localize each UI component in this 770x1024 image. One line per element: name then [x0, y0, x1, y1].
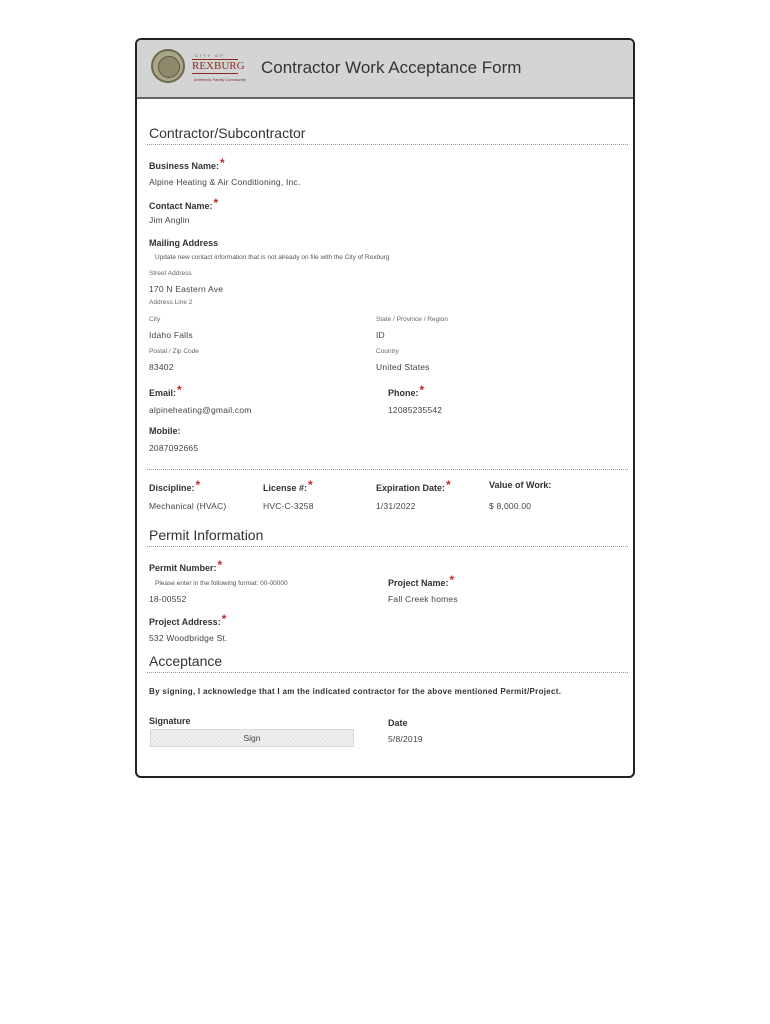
business-name-value[interactable]: Alpine Heating & Air Conditioning, Inc.: [149, 177, 301, 187]
business-name-label: Business Name:*: [149, 156, 225, 171]
section-divider: [147, 672, 628, 673]
form-header: [137, 40, 633, 99]
mailing-address-label: Mailing Address: [149, 238, 219, 248]
value-of-work-value[interactable]: $ 8,000.00: [489, 501, 532, 511]
discipline-value[interactable]: Mechanical (HVAC): [149, 501, 227, 511]
required-marker: *: [221, 612, 227, 626]
city-value[interactable]: Idaho Falls: [149, 330, 193, 340]
section-divider: [147, 546, 628, 547]
required-marker: *: [308, 478, 313, 492]
sign-button[interactable]: Sign: [150, 729, 354, 747]
expiration-date-label: Expiration Date:*: [376, 478, 451, 493]
project-address-value[interactable]: 532 Woodbridge St.: [149, 633, 228, 643]
phone-value[interactable]: 12085235542: [388, 405, 443, 415]
contact-name-value[interactable]: Jim Anglin: [149, 215, 190, 225]
project-name-label: Project Name:*: [388, 573, 455, 588]
section-title-contractor: Contractor/Subcontractor: [149, 125, 306, 141]
required-marker: *: [195, 478, 201, 492]
date-value[interactable]: 5/8/2019: [388, 734, 423, 744]
required-marker: *: [213, 196, 219, 210]
logo-name: REXBURG: [192, 60, 245, 72]
logo-city-text: CITY OF: [195, 53, 225, 58]
address-line-2-label: Address Line 2: [149, 299, 193, 306]
project-name-value[interactable]: Fall Creek homes: [388, 594, 458, 604]
mobile-value[interactable]: 2087092665: [149, 443, 199, 453]
discipline-label: Discipline:*: [149, 478, 201, 493]
phone-label: Phone:*: [388, 383, 425, 398]
city-label: City: [149, 316, 161, 323]
required-marker: *: [446, 478, 451, 492]
required-marker: *: [419, 383, 425, 397]
license-value[interactable]: HVC-C-3258: [263, 501, 314, 511]
contractor-work-acceptance-form: [135, 38, 635, 778]
permit-number-hint: Please enter in the following format: 00-00000: [155, 580, 288, 587]
postal-code-value[interactable]: 83402: [149, 362, 174, 372]
email-label: Email:*: [149, 383, 182, 398]
section-divider: [147, 144, 628, 145]
city-seal-icon: [151, 49, 185, 83]
contact-name-label: Contact Name:*: [149, 196, 219, 211]
required-marker: *: [449, 573, 455, 587]
required-marker: *: [220, 156, 225, 170]
acceptance-statement: By signing, I acknowledge that I am the indicated contractor for the above mentioned Permit/Project.: [149, 687, 562, 696]
mailing-address-hint: Update new contact information that is not already on file with the City of Rexburg: [155, 254, 390, 261]
logo-tagline: America's Family Community: [194, 77, 246, 82]
state-label: State / Province / Region: [376, 316, 448, 323]
street-address-label: Street Address: [149, 270, 192, 277]
postal-code-label: Postal / Zip Code: [149, 348, 199, 355]
mobile-label: Mobile:: [149, 426, 181, 436]
permit-number-value[interactable]: 18-00552: [149, 594, 187, 604]
country-value[interactable]: United States: [376, 362, 430, 372]
email-value[interactable]: alpineheating@gmail.com: [149, 405, 252, 415]
required-marker: *: [217, 558, 223, 572]
street-address-value[interactable]: 170 N Eastern Ave: [149, 284, 224, 294]
project-address-label: Project Address:*: [149, 612, 227, 627]
section-title-permit: Permit Information: [149, 527, 264, 543]
signature-label: Signature: [149, 716, 191, 726]
date-label: Date: [388, 718, 408, 728]
section-title-acceptance: Acceptance: [149, 653, 223, 669]
form-title: Contractor Work Acceptance Form: [261, 58, 522, 77]
value-of-work-label: Value of Work:: [489, 480, 552, 490]
expiration-date-value[interactable]: 1/31/2022: [376, 501, 416, 511]
permit-number-label: Permit Number:*: [149, 558, 223, 573]
state-value[interactable]: ID: [376, 330, 385, 340]
country-label: Country: [376, 348, 399, 355]
required-marker: *: [177, 383, 182, 397]
section-divider: [147, 469, 628, 470]
license-label: License #:*: [263, 478, 313, 493]
